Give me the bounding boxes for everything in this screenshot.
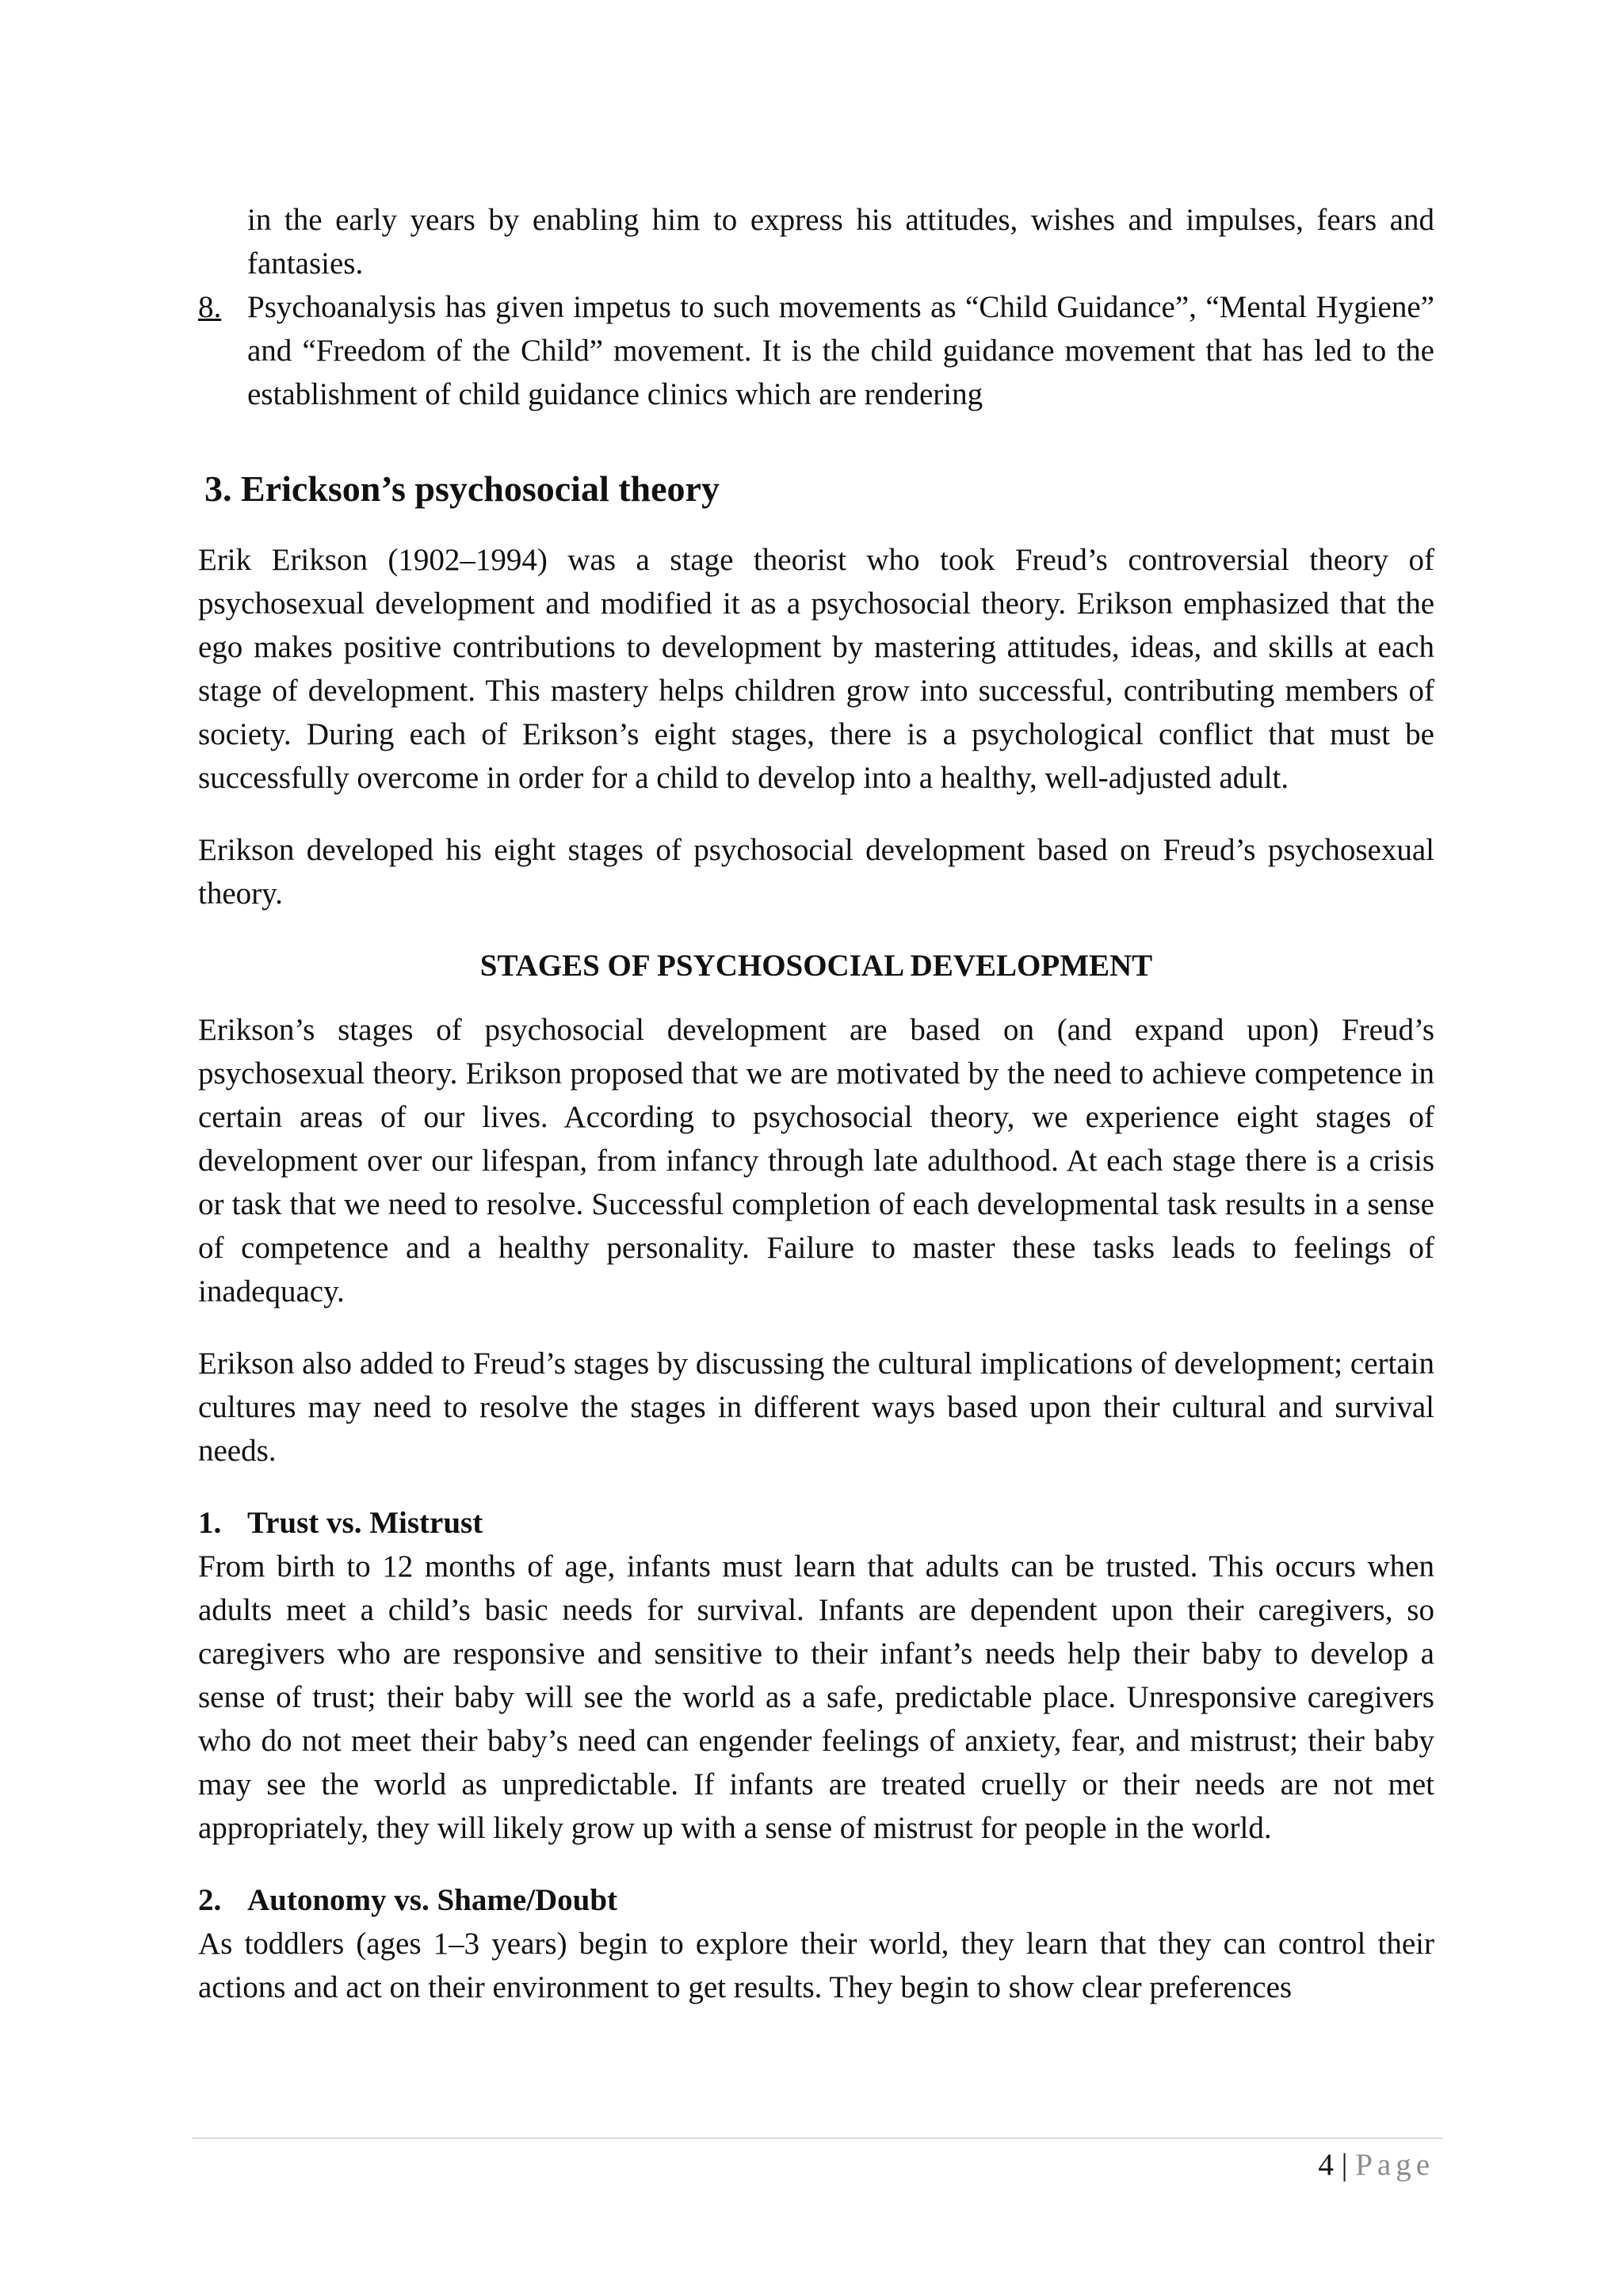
stages-paragraph-2: Erikson also added to Freud’s stages by discussing the cultural implications of development; certain cultures may need to resolve the stages in different ways based upon their cultural and survival needs. xyxy=(198,1347,1434,1468)
page-footer xyxy=(1318,2143,1434,2187)
stage-1-heading xyxy=(198,1501,1434,1545)
section-3-heading: 3. Erickson’s psychosocial theory xyxy=(204,468,720,509)
stage-2-number: 2. xyxy=(198,1883,222,1917)
list-item-8-number: 8. xyxy=(198,290,222,324)
section-3-paragraph-1: Erik Erikson (1902–1994) was a stage theorist who took Freud’s controversial theory of psychosexual development and modified it as a psychosocial theory. Erikson emphasized that the ego makes positive contributions to development by mastering attitudes, ideas, and skills at each stage of development. This mastery helps children grow into successful, contributing members of society. During each of Erikson’s eight stages, there is a psychological conflict that must be successfully overcome in order for a child to develop into a healthy, well-adjusted adult. xyxy=(198,543,1434,795)
stage-1-number: 1. xyxy=(198,1506,222,1540)
list-item-8-text: Psychoanalysis has given impetus to such movements as “Child Guidance”, “Mental Hygiene” and “Freedom of the Child” movement. It is the child guidance movement that has led to the establishment of child guidance clinics which are rendering xyxy=(247,290,1434,411)
stage-1-title: Trust vs. Mistrust xyxy=(247,1506,483,1540)
page-separator: | xyxy=(1341,2148,1348,2182)
page-label: Page xyxy=(1355,2148,1434,2182)
footer-divider xyxy=(192,2137,1442,2139)
page-number: 4 xyxy=(1318,2148,1334,2182)
stages-heading: STAGES OF PSYCHOSOCIAL DEVELOPMENT xyxy=(479,949,1153,983)
section-3-paragraph-2: Erikson developed his eight stages of psychosocial development based on Freud’s psychosexual theory. xyxy=(198,833,1434,911)
item-7-continuation: in the early years by enabling him to express his attitudes, wishes and impulses, fears and fantasies. xyxy=(247,203,1434,281)
stage-2-heading xyxy=(198,1878,1434,1922)
stage-1-text: From birth to 12 months of age, infants must learn that adults can be trusted. This occurs when adults meet a child’s basic needs for survival. Infants are dependent upon their caregivers, so caregivers who are responsive and sensitive to their infant’s needs help their baby to develop a sense of trust; their baby will see the world as a safe, predictable place. Unresponsive caregivers who do not meet their baby’s need can engender feelings of anxiety, fear, and mistrust; their baby may see the world as unpredictable. If infants are treated cruelly or their needs are not met appropriately, they will likely grow up with a sense of mistrust for people in the world. xyxy=(198,1549,1434,1845)
list-item-8 xyxy=(198,285,1434,416)
document-page xyxy=(198,198,1434,2009)
stage-2-title: Autonomy vs. Shame/Doubt xyxy=(247,1883,617,1917)
stages-paragraph-1: Erikson’s stages of psychosocial development are based on (and expand upon) Freud’s psychosexual theory. Erikson proposed that we are motivated by the need to achieve competence in certain areas of our lives. According to psychosocial theory, we experience eight stages of development over our lifespan, from infancy through late adulthood. At each stage there is a crisis or task that we need to resolve. Successful completion of each developmental task results in a sense of competence and a healthy personality. Failure to master these tasks leads to feelings of inadequacy. xyxy=(198,1013,1434,1308)
stage-2-text: As toddlers (ages 1–3 years) begin to explore their world, they learn that they can control their actions and act on their environment to get results. They begin to show clear preferences xyxy=(198,1927,1434,2004)
